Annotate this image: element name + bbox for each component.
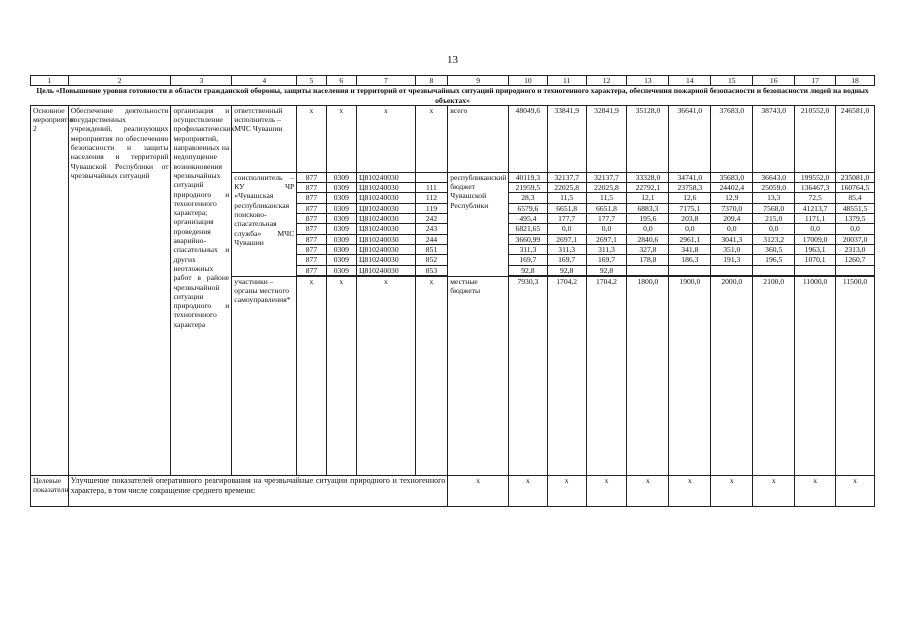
funding-source: республиканский бюджет Чувашской Республики xyxy=(448,172,509,276)
grbs-code: 877 xyxy=(297,224,326,234)
target-article-code: х xyxy=(357,276,416,475)
grbs-code: 877 xyxy=(297,214,326,224)
section-code: 0309 xyxy=(326,234,356,244)
target-article-code: Ц810240030 xyxy=(357,244,416,254)
amount-cell: 28,3 xyxy=(509,193,548,203)
column-number: 8 xyxy=(415,76,448,86)
amount-cell: 13,3 xyxy=(753,193,795,203)
section-code: 0309 xyxy=(326,244,356,254)
amount-cell: 0,0 xyxy=(711,224,753,234)
target-mark: х xyxy=(448,475,509,506)
amount-cell: 92,8 xyxy=(547,265,586,275)
amount-cell: 38743,0 xyxy=(753,105,795,172)
amount-cell: 48049,6 xyxy=(509,105,548,172)
amount-cell: 169,7 xyxy=(509,255,548,265)
amount-cell: 7568,0 xyxy=(753,203,795,213)
target-label: Целевые показатели xyxy=(31,475,69,506)
amount-cell: 311,3 xyxy=(509,244,548,254)
amount-cell: 191,3 xyxy=(711,255,753,265)
program-table xyxy=(30,75,875,507)
amount-cell: 235081,0 xyxy=(836,172,875,182)
target-mark: х xyxy=(547,475,586,506)
expense-type-code: 852 xyxy=(415,255,448,265)
amount-cell: 246581,0 xyxy=(836,105,875,172)
amount-cell: 351,0 xyxy=(711,244,753,254)
amount-cell: 6883,3 xyxy=(627,203,669,213)
column-number: 14 xyxy=(669,76,711,86)
section-code: 0309 xyxy=(326,183,356,193)
amount-cell: 177,7 xyxy=(586,214,627,224)
amount-cell: 1800,0 xyxy=(627,276,669,475)
target-article-code: Ц810240030 xyxy=(357,203,416,213)
grbs-code: 877 xyxy=(297,203,326,213)
amount-cell: 169,7 xyxy=(547,255,586,265)
amount-cell: 33328,0 xyxy=(627,172,669,182)
funding-source: всего xyxy=(448,105,509,172)
amount-cell: 1963,1 xyxy=(795,244,836,254)
amount-cell: 12,9 xyxy=(711,193,753,203)
amount-cell: 35128,0 xyxy=(627,105,669,172)
amount-cell: 92,8 xyxy=(586,265,627,275)
amount-cell: 2697,1 xyxy=(547,234,586,244)
target-article-code: Ц810240030 xyxy=(357,265,416,275)
amount-cell: 169,7 xyxy=(586,255,627,265)
amount-cell: 199552,0 xyxy=(795,172,836,182)
amount-cell: 11,5 xyxy=(547,193,586,203)
section-code: 0309 xyxy=(326,255,356,265)
amount-cell: 3660,99 xyxy=(509,234,548,244)
amount-cell: 23758,3 xyxy=(669,183,711,193)
target-text: Улучшение показателей оперативного реагирования на чрезвычайные ситуации природного и техногенного характера, в том числе сокращение среднего времени: xyxy=(68,475,447,506)
amount-cell: 7175,1 xyxy=(669,203,711,213)
column-number: 3 xyxy=(171,76,232,86)
amount-cell: 6651,8 xyxy=(586,203,627,213)
target-mark: х xyxy=(795,475,836,506)
target-article-code: Ц810240030 xyxy=(357,255,416,265)
amount-cell: 2961,1 xyxy=(669,234,711,244)
amount-cell: 72,5 xyxy=(795,193,836,203)
amount-cell: 12,6 xyxy=(669,193,711,203)
amount-cell: 0,0 xyxy=(795,224,836,234)
amount-cell: 360,5 xyxy=(753,244,795,254)
grbs-code: 877 xyxy=(297,255,326,265)
amount-cell: 37683,0 xyxy=(711,105,753,172)
column-number: 4 xyxy=(232,76,297,86)
grbs-code: х xyxy=(297,105,326,172)
goal-row xyxy=(31,86,875,106)
target-mark: х xyxy=(586,475,627,506)
grbs-code: х xyxy=(297,276,326,475)
amount-cell: 41213,7 xyxy=(795,203,836,213)
amount-cell: 178,8 xyxy=(627,255,669,265)
grbs-code: 877 xyxy=(297,183,326,193)
amount-cell: 2000,0 xyxy=(711,276,753,475)
amount-cell: 3041,3 xyxy=(711,234,753,244)
amount-cell: 195,6 xyxy=(627,214,669,224)
expense-type-code: 119 xyxy=(415,203,448,213)
column-number: 1 xyxy=(31,76,69,86)
column-number: 5 xyxy=(297,76,326,86)
amount-cell: 0,0 xyxy=(753,224,795,234)
amount-cell: 311,3 xyxy=(547,244,586,254)
amount-cell: 7930,3 xyxy=(509,276,548,475)
amount-cell xyxy=(795,265,836,275)
target-mark: х xyxy=(711,475,753,506)
amount-cell: 1260,7 xyxy=(836,255,875,265)
amount-cell xyxy=(669,265,711,275)
amount-cell xyxy=(711,265,753,275)
column-number: 11 xyxy=(547,76,586,86)
amount-cell: 32137,7 xyxy=(547,172,586,182)
target-article-code: Ц810240030 xyxy=(357,224,416,234)
amount-cell: 22025,8 xyxy=(586,183,627,193)
grbs-code: 877 xyxy=(297,172,326,182)
section-code: 0309 xyxy=(326,214,356,224)
amount-cell: 2100,0 xyxy=(753,276,795,475)
target-article-code: Ц810240030 xyxy=(357,183,416,193)
grbs-code: 877 xyxy=(297,234,326,244)
column-number: 10 xyxy=(509,76,548,86)
amount-cell: 11000,0 xyxy=(795,276,836,475)
amount-cell: 36643,0 xyxy=(753,172,795,182)
expense-type-code xyxy=(415,172,448,182)
amount-cell: 0,0 xyxy=(669,224,711,234)
amount-cell: 6821,65 xyxy=(509,224,548,234)
amount-cell: 22025,8 xyxy=(547,183,586,193)
amount-cell: 25059,0 xyxy=(753,183,795,193)
expense-type-code: 244 xyxy=(415,234,448,244)
amount-cell: 12,1 xyxy=(627,193,669,203)
amount-cell: 33841,9 xyxy=(547,105,586,172)
grbs-code: 877 xyxy=(297,244,326,254)
target-article-code: Ц810240030 xyxy=(357,214,416,224)
activity-description: организация и осуществление профилактических мероприятий, направленных на недопущение возникновения чрезвычайных ситуаций природного и техногенного характера; организация проведения аварийно-спасательных и других неотложных работ в районе чрезвычайной ситуации природного и техногенного характера xyxy=(171,105,232,475)
target-mark: х xyxy=(509,475,548,506)
column-number-row xyxy=(31,76,875,86)
amount-cell: 160764,5 xyxy=(836,183,875,193)
expense-type-code: 242 xyxy=(415,214,448,224)
expense-type-code: 851 xyxy=(415,244,448,254)
grbs-code: 877 xyxy=(297,265,326,275)
column-number: 9 xyxy=(448,76,509,86)
amount-cell: 196,5 xyxy=(753,255,795,265)
amount-cell: 7370,0 xyxy=(711,203,753,213)
column-number: 2 xyxy=(68,76,171,86)
amount-cell: 11,5 xyxy=(586,193,627,203)
section-code: 0309 xyxy=(326,193,356,203)
co-executor: соисполнитель – КУ ЧР «Чувашская республиканская поисково-спасательная служба» МЧС Чувашии xyxy=(232,172,297,276)
expense-type-code: 111 xyxy=(415,183,448,193)
target-indicators-row xyxy=(31,475,875,506)
amount-cell: 22792,1 xyxy=(627,183,669,193)
amount-cell: 32137,7 xyxy=(586,172,627,182)
expense-type-code: х xyxy=(415,276,448,475)
goal-heading: Цель «Повышение уровня готовности в области гражданской обороны, защиты населения и территорий от чрезвычайных ситуаций природного и техногенного характера, обеспечения пожарной безопасности и безопасности людей на водных объектах» xyxy=(31,86,875,106)
column-number: 15 xyxy=(711,76,753,86)
amount-cell: 136467,3 xyxy=(795,183,836,193)
responsible-executor: ответственный исполнитель – МЧС Чувашии xyxy=(232,105,297,172)
amount-cell: 341,8 xyxy=(669,244,711,254)
amount-cell xyxy=(836,265,875,275)
amount-cell: 0,0 xyxy=(627,224,669,234)
amount-cell: 210552,0 xyxy=(795,105,836,172)
activity-title: Обеспечение деятельности государственных учреждений, реализующих мероприятия по обеспечению безопасности и защиты населения и территорий Чувашской Республики от чрезвычайных ситуаций xyxy=(68,105,171,475)
amount-cell: 92,8 xyxy=(509,265,548,275)
amount-cell: 2840,6 xyxy=(627,234,669,244)
column-number: 7 xyxy=(357,76,416,86)
activity-number: Основное мероприятие 2 xyxy=(31,105,69,475)
grbs-code: 877 xyxy=(297,193,326,203)
section-code: 0309 xyxy=(326,172,356,182)
section-code: 0309 xyxy=(326,265,356,275)
column-number: 17 xyxy=(795,76,836,86)
amount-cell: 36641,0 xyxy=(669,105,711,172)
column-number: 12 xyxy=(586,76,627,86)
amount-cell: 1379,5 xyxy=(836,214,875,224)
column-number: 6 xyxy=(326,76,356,86)
target-article-code: х xyxy=(357,105,416,172)
amount-cell: 2697,1 xyxy=(586,234,627,244)
expense-type-code: 853 xyxy=(415,265,448,275)
amount-cell: 2313,0 xyxy=(836,244,875,254)
amount-cell: 0,0 xyxy=(836,224,875,234)
amount-cell: 0,0 xyxy=(547,224,586,234)
amount-cell: 495,4 xyxy=(509,214,548,224)
amount-cell: 24402,4 xyxy=(711,183,753,193)
expense-type-code: 112 xyxy=(415,193,448,203)
funding-source: местные бюджеты xyxy=(448,276,509,475)
amount-cell: 40119,3 xyxy=(509,172,548,182)
amount-cell xyxy=(627,265,669,275)
section-code: 0309 xyxy=(326,203,356,213)
amount-cell: 3123,2 xyxy=(753,234,795,244)
amount-cell: 35683,0 xyxy=(711,172,753,182)
amount-cell: 1171,1 xyxy=(795,214,836,224)
amount-cell: 21959,5 xyxy=(509,183,548,193)
participants: участники – органы местного самоуправления* xyxy=(232,276,297,475)
amount-cell: 11500,0 xyxy=(836,276,875,475)
section-code: х xyxy=(326,276,356,475)
amount-cell: 48551,5 xyxy=(836,203,875,213)
amount-cell: 203,8 xyxy=(669,214,711,224)
amount-cell xyxy=(753,265,795,275)
amount-cell: 17009,0 xyxy=(795,234,836,244)
amount-cell: 209,4 xyxy=(711,214,753,224)
amount-cell: 34741,0 xyxy=(669,172,711,182)
amount-cell: 177,7 xyxy=(547,214,586,224)
section-code: 0309 xyxy=(326,224,356,234)
amount-cell: 1900,0 xyxy=(669,276,711,475)
amount-cell: 1704,2 xyxy=(586,276,627,475)
target-mark: х xyxy=(836,475,875,506)
amount-cell: 32841,9 xyxy=(586,105,627,172)
target-mark: х xyxy=(627,475,669,506)
amount-cell: 311,3 xyxy=(586,244,627,254)
target-mark: х xyxy=(753,475,795,506)
amount-cell: 327,8 xyxy=(627,244,669,254)
target-article-code: Ц810240030 xyxy=(357,193,416,203)
target-mark: х xyxy=(669,475,711,506)
target-article-code: Ц810240030 xyxy=(357,234,416,244)
amount-cell: 186,3 xyxy=(669,255,711,265)
page-number: 13 xyxy=(447,54,458,66)
expense-type-code: х xyxy=(415,105,448,172)
amount-cell: 6651,8 xyxy=(547,203,586,213)
amount-cell: 215,0 xyxy=(753,214,795,224)
column-number: 16 xyxy=(753,76,795,86)
amount-cell: 20037,0 xyxy=(836,234,875,244)
amount-cell: 85,4 xyxy=(836,193,875,203)
amount-cell: 0,0 xyxy=(586,224,627,234)
column-number: 13 xyxy=(627,76,669,86)
column-number: 18 xyxy=(836,76,875,86)
amount-cell: 1070,1 xyxy=(795,255,836,265)
section-code: х xyxy=(326,105,356,172)
amount-cell: 1704,2 xyxy=(547,276,586,475)
amount-cell: 6579,6 xyxy=(509,203,548,213)
target-article-code: Ц810240030 xyxy=(357,172,416,182)
responsible-row xyxy=(31,105,875,172)
expense-type-code: 243 xyxy=(415,224,448,234)
